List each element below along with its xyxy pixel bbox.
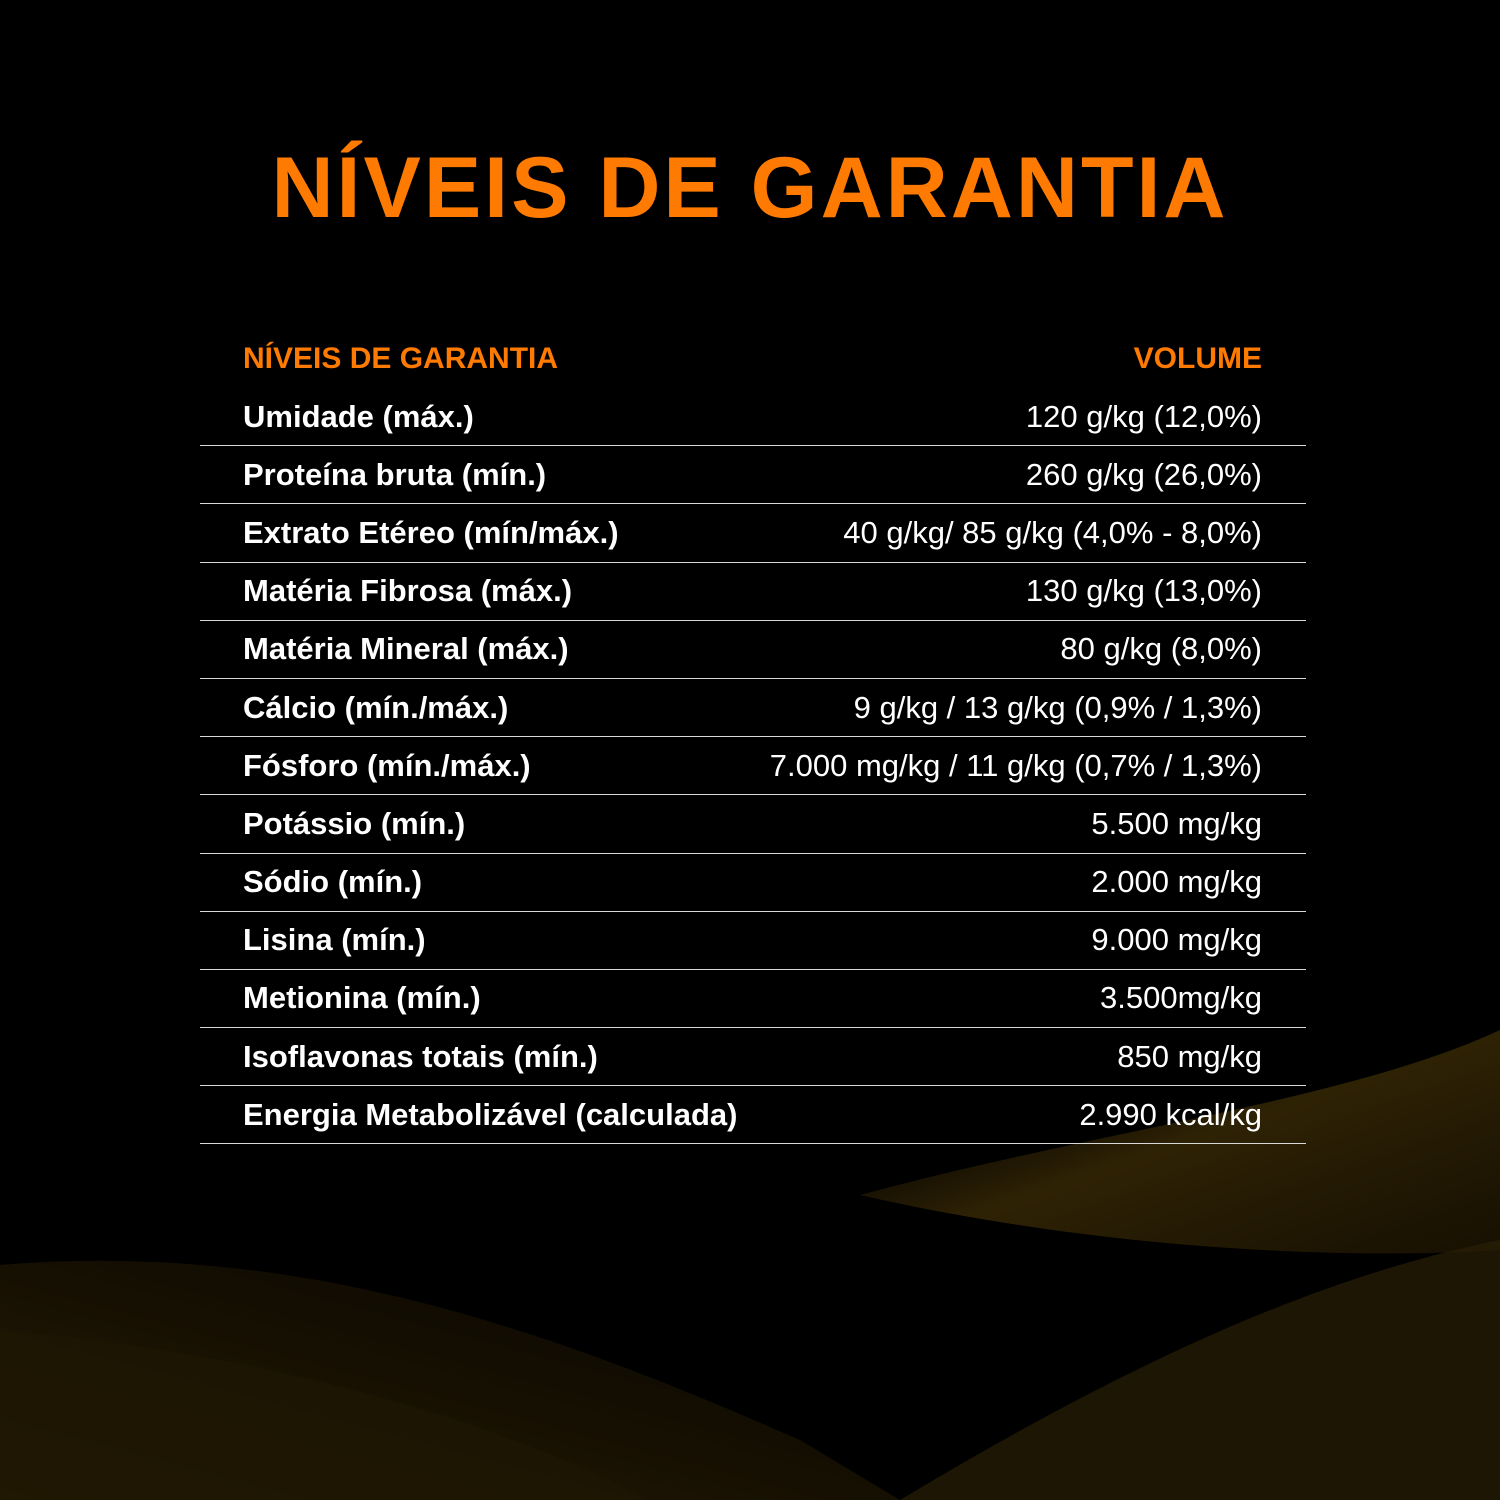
row-value: 2.000 mg/kg [1091, 864, 1262, 900]
row-value: 120 g/kg (12,0%) [1025, 398, 1262, 434]
table-row [200, 1086, 1306, 1144]
table-row [200, 1028, 1306, 1086]
row-value: 5.500 mg/kg [1091, 805, 1262, 841]
row-value: 40 g/kg/ 85 g/kg (4,0% - 8,0%) [843, 514, 1262, 550]
row-label: Isoflavonas totais (mín.) [243, 1038, 598, 1074]
table-row [200, 970, 1306, 1028]
table-row [200, 737, 1306, 795]
row-value: 130 g/kg (13,0%) [1025, 573, 1262, 609]
row-label: Sódio (mín.) [243, 864, 423, 900]
table-row [200, 679, 1306, 737]
row-value: 9 g/kg / 13 g/kg (0,9% / 1,3%) [853, 689, 1262, 725]
table-row [200, 795, 1306, 853]
row-value: 3.500mg/kg [1100, 980, 1262, 1016]
row-label: Metionina (mín.) [243, 980, 481, 1016]
row-label: Fósforo (mín./máx.) [243, 747, 531, 783]
header-label: NÍVEIS DE GARANTIA [243, 342, 559, 375]
row-label: Matéria Mineral (máx.) [243, 631, 569, 667]
row-label: Energia Metabolizável (calculada) [243, 1096, 738, 1132]
row-label: Lisina (mín.) [243, 922, 426, 958]
row-label: Potássio (mín.) [243, 805, 466, 841]
row-value: 2.990 kcal/kg [1079, 1096, 1262, 1132]
row-value: 9.000 mg/kg [1091, 922, 1262, 958]
guarantee-levels-table [200, 330, 1306, 1144]
row-label: Umidade (máx.) [243, 398, 474, 434]
row-value: 7.000 mg/kg / 11 g/kg (0,7% / 1,3%) [769, 747, 1262, 783]
table-row [200, 563, 1306, 621]
row-label: Matéria Fibrosa (máx.) [243, 573, 573, 609]
table-row [200, 388, 1306, 446]
row-value: 80 g/kg (8,0%) [1060, 631, 1262, 667]
row-label: Extrato Etéreo (mín/máx.) [243, 514, 619, 550]
table-row [200, 446, 1306, 504]
table-row [200, 621, 1306, 679]
row-label: Cálcio (mín./máx.) [243, 689, 509, 725]
row-value: 260 g/kg (26,0%) [1025, 456, 1262, 492]
table-row [200, 504, 1306, 562]
row-value: 850 mg/kg [1117, 1038, 1262, 1074]
table-row [200, 854, 1306, 912]
table-header-row [200, 330, 1306, 388]
page-title: NÍVEIS DE GARANTIA [271, 140, 1229, 236]
table-row [200, 912, 1306, 970]
header-value: VOLUME [1133, 342, 1262, 375]
row-label: Proteína bruta (mín.) [243, 456, 547, 492]
